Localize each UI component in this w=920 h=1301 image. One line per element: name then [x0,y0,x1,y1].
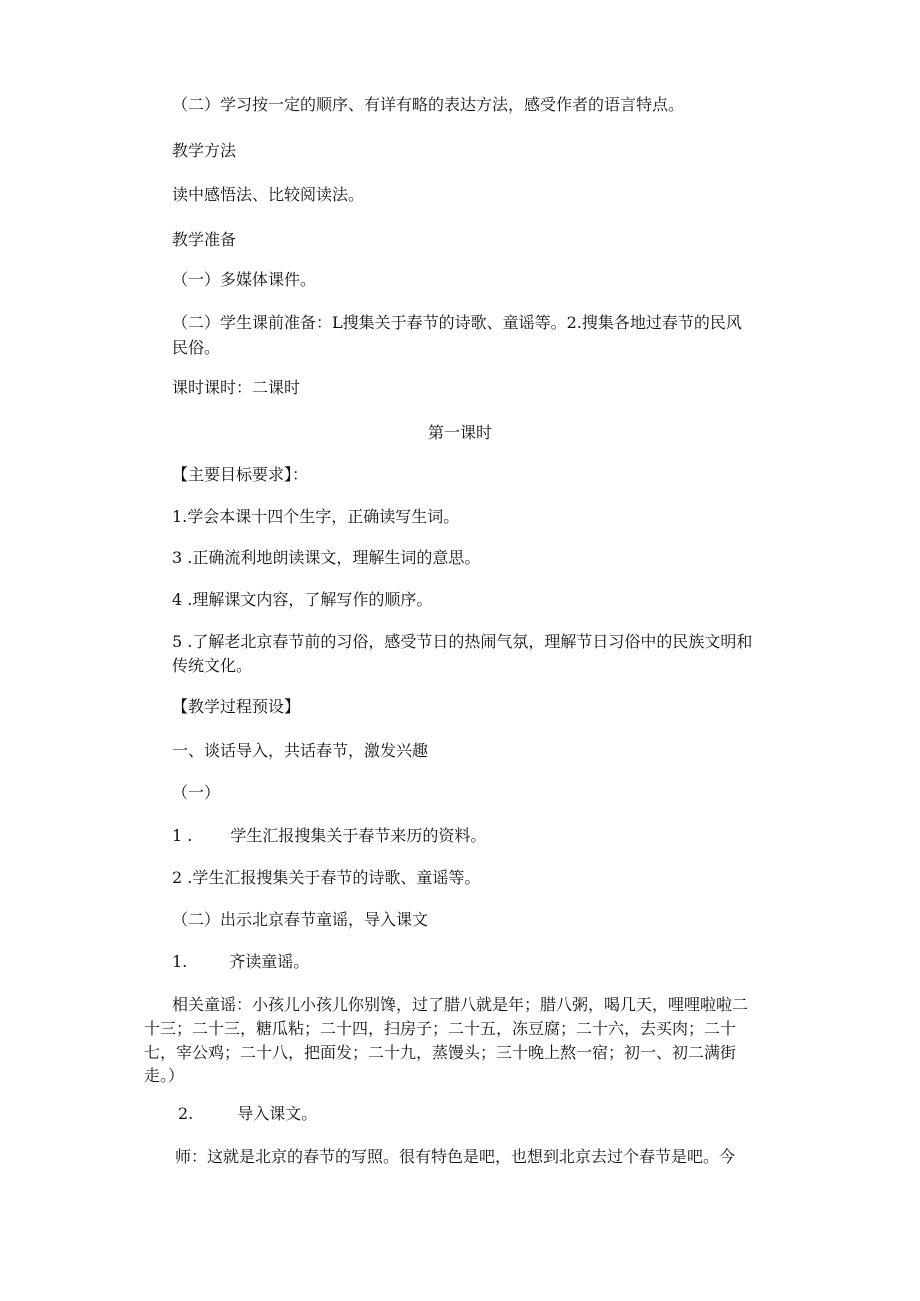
subsection-2-title: （二）出示北京春节童谣，导入课文 [172,910,429,929]
process-item-1-1 [172,826,486,846]
process-item-2-2-text: 导入课文。 [237,1104,318,1123]
process-item-2-1-text: 齐读童谣。 [229,952,310,971]
paragraph-goal-2: （二）学习按一定的顺序、有详有略的表达方法，感受作者的语言特点。 [172,95,685,114]
paragraph-teaching-method: 读中感悟法、比较阅读法。 [172,185,365,204]
process-item-2-1 [172,952,309,972]
teacher-dialogue-line: 师：这就是北京的春节的写照。很有特色是吧，也想到北京去过个春节是吧。今 [175,1147,736,1166]
process-item-1-1-number: 1 . [172,826,193,845]
heading-main-goals: 【主要目标要求】： [172,465,309,484]
paragraph-prep-1: （一）多媒体课件。 [172,270,317,289]
process-item-1-2: 2 .学生汇报搜集关于春节的诗歌、童谣等。 [172,868,481,887]
process-item-2-2 [178,1104,317,1124]
rhyme-line-3: 七，宰公鸡；二十八，把面发；二十九，蒸馒头；三十晚上熬一宿；初一、初二满街 [144,1043,737,1062]
section-1-title: 一、谈话导入，共话春节，激发兴趣 [172,741,429,760]
rhyme-line-2: 十三；二十三，糖瓜粘；二十四，扫房子；二十五，冻豆腐；二十六，去买肉；二十 [144,1019,737,1038]
rhyme-line-1: 相关童谣：小孩儿小孩儿你别馋，过了腊八就是年；腊八粥，喝几天，哩哩啦啦二 [172,995,749,1014]
process-item-1-1-text: 学生汇报搜集关于春节来历的资料。 [230,826,487,845]
rhyme-line-4: 走。） [144,1066,185,1085]
goal-item-4: 4 .理解课文内容，了解写作的顺序。 [172,590,433,609]
goal-item-5-line1: 5 .了解老北京春节前的习俗，感受节日的热闹气氛，理解节日习俗中的民族文明和 [172,632,753,651]
paragraph-prep-2-line2: 民俗。 [172,338,221,357]
paragraph-class-hours: 课时课时：二课时 [172,378,301,397]
heading-teaching-method: 教学方法 [172,141,237,160]
process-item-2-2-number: 2. [178,1104,194,1123]
goal-item-5-line2: 传统文化。 [172,656,253,675]
heading-teaching-process: 【教学过程预设】 [172,697,301,716]
paragraph-prep-2-line1: （二）学生课前准备：L搜集关于春节的诗歌、童谣等。2.搜集各地过春节的民风 [172,313,742,332]
lesson-title: 第一课时 [427,423,492,442]
goal-item-3: 3 .正确流利地朗读课文，理解生词的意思。 [172,548,481,567]
goal-item-1: 1.学会本课十四个生字，正确读写生词。 [172,507,460,526]
heading-teaching-prep: 教学准备 [172,230,237,249]
subsection-1-label: （一） [172,783,221,802]
process-item-2-1-number: 1. [172,952,188,971]
